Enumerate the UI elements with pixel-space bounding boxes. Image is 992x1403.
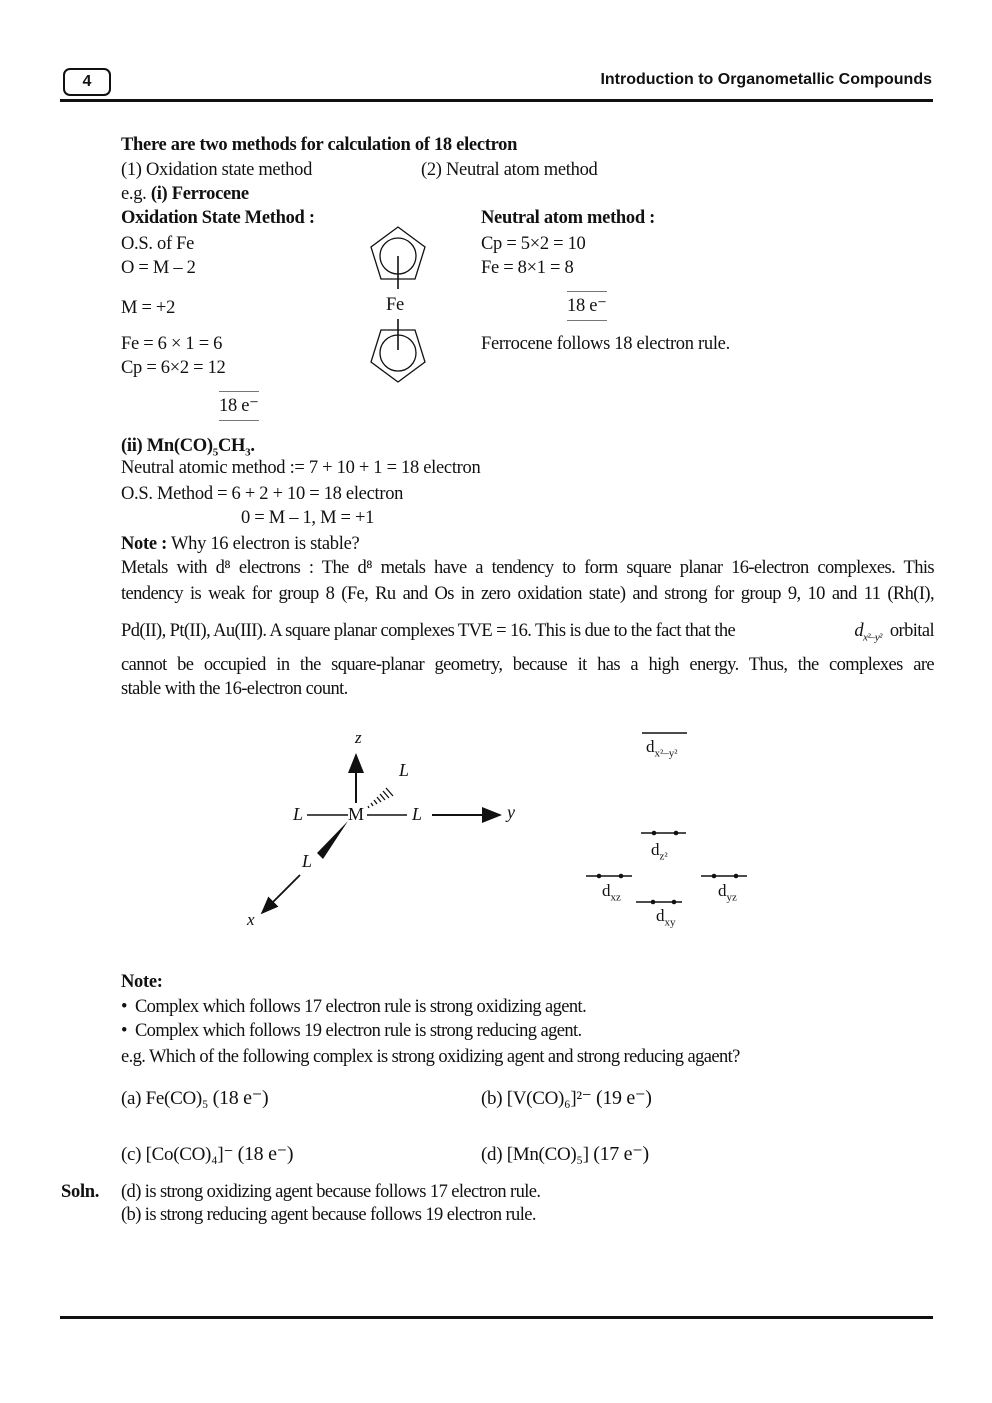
intro-heading: There are two methods for calculation of 18 electron bbox=[121, 135, 518, 155]
ligand-label: L bbox=[399, 760, 410, 780]
note-heading: Note: bbox=[121, 972, 163, 992]
ligand-label: L bbox=[293, 804, 304, 824]
axis-label-y: y bbox=[507, 802, 515, 822]
option-d bbox=[481, 1142, 649, 1167]
option-formula: [Mn(CO)₅] bbox=[506, 1144, 589, 1165]
solution-line: (b) is strong reducing agent because follows 19 electron rule. bbox=[121, 1205, 536, 1225]
orbital-d: d bbox=[718, 881, 727, 900]
bullet-icon: • bbox=[121, 997, 135, 1017]
orbital-sub: x²–y² bbox=[654, 747, 678, 760]
solution-line: (d) is strong oxidizing agent because follows 17 electron rule. bbox=[121, 1182, 541, 1202]
option-electron-count: (17 e⁻) bbox=[593, 1143, 649, 1165]
header-rule bbox=[60, 99, 933, 102]
option-label: (b) bbox=[481, 1088, 503, 1109]
os-total: 18 e⁻ bbox=[219, 391, 259, 421]
example-2-title-part: (ii) Mn(CO) bbox=[121, 436, 213, 456]
option-formula: [Co(CO)₄]⁻ bbox=[145, 1144, 234, 1165]
orbital-sub: z² bbox=[659, 850, 668, 863]
para-line-with-orbital bbox=[121, 619, 934, 643]
option-electron-count: (18 e⁻) bbox=[237, 1143, 294, 1165]
example-2-title bbox=[121, 434, 255, 458]
option-formula: Fe(CO)₅ bbox=[145, 1088, 209, 1109]
example-1-title: (i) Ferrocene bbox=[150, 184, 249, 204]
option-a bbox=[121, 1086, 268, 1111]
option-b bbox=[481, 1086, 652, 1111]
os-line: O = M – 2 bbox=[121, 258, 196, 278]
orbital-label-dz2 bbox=[651, 840, 668, 863]
option-electron-count: (18 e⁻) bbox=[212, 1087, 269, 1109]
bullet-text: Complex which follows 17 electron rule is strong oxidizing agent. bbox=[134, 997, 587, 1017]
os-line: O.S. of Fe bbox=[121, 234, 195, 254]
orbital-d: d bbox=[651, 840, 660, 859]
para-line: tendency is weak for group 8 (Fe, Ru and Os in zero oxidation state) and strong for group 9, 10 and 11 (Rh(I), bbox=[121, 584, 934, 604]
note-question: e.g. Which of the following complex is strong oxidizing agent and strong reducing agaent? bbox=[121, 1047, 740, 1067]
orbital-label-dyz bbox=[718, 881, 737, 904]
example-2-title-part: CH bbox=[217, 436, 246, 456]
para-text: Pd(II), Pt(II), Au(III). A square planar complexes TVE = 16. This is due to the fact that the bbox=[121, 621, 736, 641]
bullet-icon: • bbox=[121, 1021, 135, 1041]
ferrocene-fe-label: Fe bbox=[386, 295, 404, 315]
footer-rule bbox=[60, 1316, 933, 1319]
orbital-label-dxz bbox=[602, 881, 621, 904]
option-label: (c) bbox=[121, 1144, 142, 1165]
os-method-line: O.S. Method = 6 + 2 + 10 = 18 electron bbox=[121, 484, 404, 504]
ligand-label: L bbox=[302, 851, 313, 871]
neutral-atomic-line: Neutral atomic method := 7 + 10 + 1 = 18 electron bbox=[121, 458, 481, 478]
orbital-sub: xz bbox=[610, 891, 621, 904]
axis-label-x: x bbox=[247, 910, 255, 929]
option-electron-count: (19 e⁻) bbox=[595, 1087, 652, 1109]
na-line: Cp = 5×2 = 10 bbox=[481, 234, 586, 254]
square-planar-geometry-diagram bbox=[240, 725, 540, 940]
eg-prefix: e.g. bbox=[121, 184, 151, 204]
note-bullet bbox=[121, 995, 586, 1019]
na-method-heading: Neutral atom method : bbox=[481, 208, 656, 228]
orbital-label-dxy bbox=[656, 906, 676, 929]
example-2-title-part: . bbox=[250, 436, 255, 456]
method-2: (2) Neutral atom method bbox=[421, 160, 598, 180]
na-line: Fe = 8×1 = 8 bbox=[481, 258, 574, 278]
na-total: 18 e⁻ bbox=[567, 291, 607, 321]
orbital-d: d bbox=[854, 621, 863, 641]
orbital-sub: x²–y² bbox=[862, 631, 882, 644]
os-method-heading: Oxidation State Method : bbox=[121, 208, 315, 228]
note-16-line bbox=[121, 532, 359, 556]
page-number: 4 bbox=[63, 68, 111, 96]
axis-label-z: z bbox=[355, 728, 362, 747]
orbital-sub: yz bbox=[726, 891, 737, 904]
option-formula: [V(CO)₆]²⁻ bbox=[506, 1088, 592, 1109]
note-question: Why 16 electron is stable? bbox=[166, 534, 360, 554]
orbital-d: d bbox=[602, 881, 611, 900]
orbital-d: d bbox=[646, 737, 655, 756]
para-line: Metals with d⁸ electrons : The d⁸ metals have a tendency to form square planar 16-electron complexes. This bbox=[121, 558, 934, 578]
os-line: Cp = 6×2 = 12 bbox=[121, 358, 226, 378]
orbital-d: d bbox=[656, 906, 665, 925]
orbital-sub: xy bbox=[664, 916, 676, 929]
os-equation: 0 = M – 1, M = +1 bbox=[241, 508, 375, 528]
option-label: (d) bbox=[481, 1144, 503, 1165]
bullet-text: Complex which follows 19 electron rule is strong reducing agent. bbox=[134, 1021, 582, 1041]
metal-label: M bbox=[348, 804, 365, 824]
example-1-line bbox=[121, 182, 249, 206]
para-line: stable with the 16-electron count. bbox=[121, 679, 348, 699]
solution-label: Soln. bbox=[61, 1182, 100, 1202]
orbital-label-dx2y2 bbox=[646, 737, 678, 760]
para-line: cannot be occupied in the square-planar geometry, because it has a high energy. Thus, the complexes are bbox=[121, 655, 934, 675]
ligand-label: L bbox=[412, 804, 423, 824]
option-c bbox=[121, 1142, 293, 1167]
note-bullet bbox=[121, 1019, 582, 1043]
orbital-inline bbox=[854, 619, 934, 643]
ferrocene-conclusion: Ferrocene follows 18 electron rule. bbox=[481, 334, 730, 354]
note-label: Note : bbox=[121, 534, 167, 554]
subscript: 5 bbox=[212, 446, 218, 459]
os-line: Fe = 6 × 1 = 6 bbox=[121, 334, 223, 354]
running-header-title: Introduction to Organometallic Compounds bbox=[600, 71, 932, 88]
orbital-word: orbital bbox=[889, 621, 934, 641]
subscript: 3 bbox=[245, 446, 251, 459]
method-1: (1) Oxidation state method bbox=[121, 160, 313, 180]
option-label: (a) bbox=[121, 1088, 142, 1109]
os-line: M = +2 bbox=[121, 298, 176, 318]
